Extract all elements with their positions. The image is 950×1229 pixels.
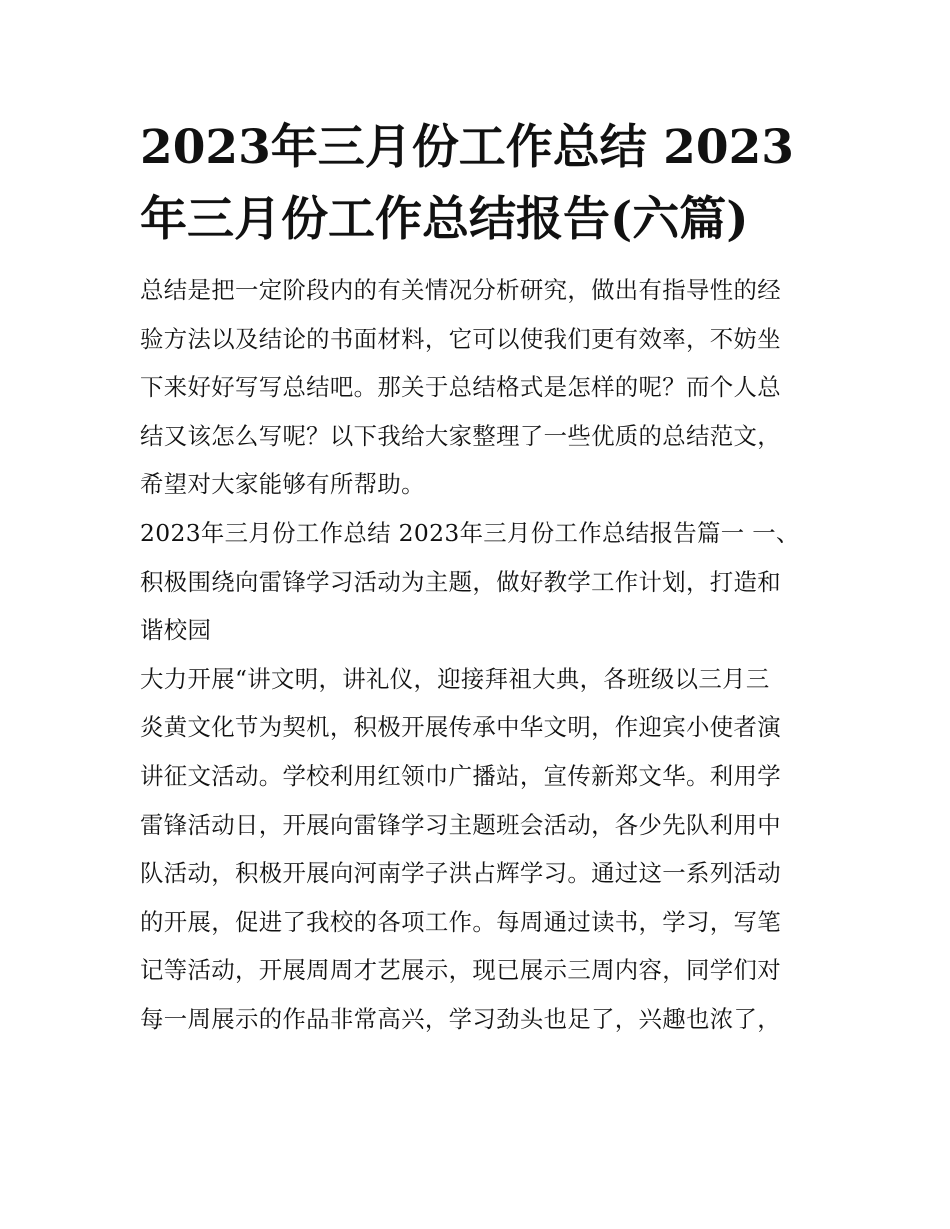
document-page [140,112,812,1044]
text-line: 的开展，促进了我校的各项工作。每周通过读书，学习，写笔 [140,907,781,936]
text-line: 记等活动，开展周周才艺展示，现已展示三周内容，同学们对 [140,956,781,985]
text-line: 每一周展示的作品非常高兴，学习劲头也足了，兴趣也浓了， [140,1004,781,1033]
section-heading-paragraph [140,509,812,655]
text-line: 希望对大家能够有所帮助。 [140,470,425,499]
text-line: 结又该怎么写呢？以下我给大家整理了一些优质的总结范文， [140,421,781,450]
text-line: 谐校园 [140,616,212,645]
text-line: 总结是把一定阶段内的有关情况分析研究，做出有指导性的经 [140,276,781,304]
text-line: 积极围绕向雷锋学习活动为主题，做好教学工作计划，打造和 [140,567,781,596]
text-line: 队活动，积极开展向河南学子洪占辉学习。通过这一系列活动 [140,859,781,888]
text-line: 下来好好写写总结吧。那关于总结格式是怎样的呢？而个人总 [140,373,781,402]
text-line: 2023年三月份工作总结 2023年三月份工作总结报告篇一 一、 [140,518,800,547]
text-line: 雷锋活动日，开展向雷锋学习主题班会活动，各少先队利用中 [140,810,781,839]
text-line: 炎黄文化节为契机，积极开展传承中华文明，作迎宾小使者演 [140,713,781,742]
intro-paragraph [140,266,812,509]
title-line: 2023年三月份工作总结 2023 [140,120,794,175]
text-line: 大力开展“讲文明，讲礼仪，迎接拜祖大典，各班级以三月三 [140,664,770,693]
body-paragraph [140,655,812,1044]
text-line: 验方法以及结论的书面材料，它可以使我们更有效率，不妨坐 [140,324,781,353]
text-line: 讲征文活动。学校利用红领巾广播站，宣传新郑文华。利用学 [140,761,781,790]
document-title [140,112,812,256]
title-line: 年三月份工作总结报告(六篇) [140,192,749,247]
